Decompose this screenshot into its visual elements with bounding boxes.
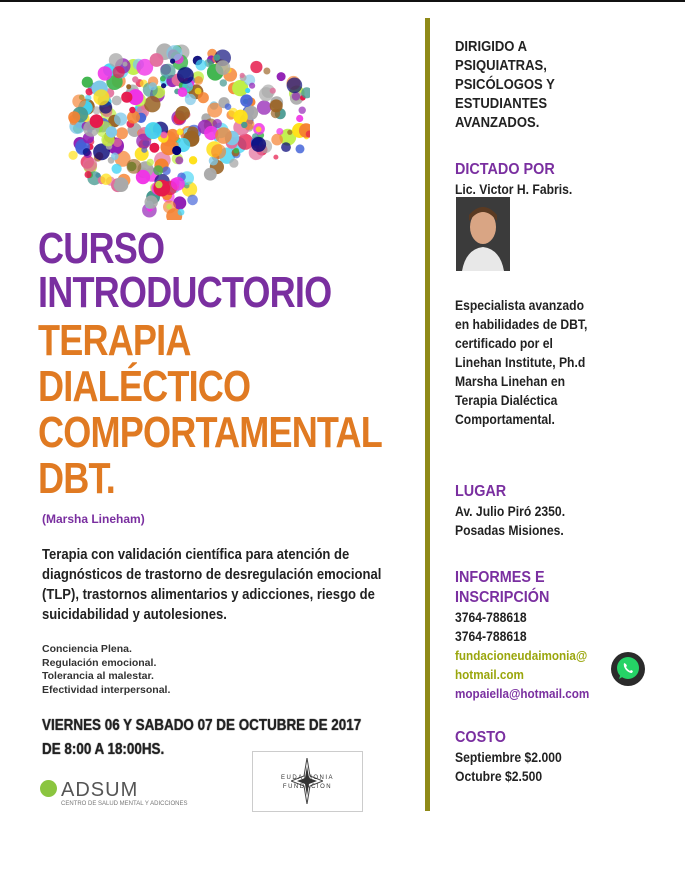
mosaic-dot (172, 146, 181, 155)
mosaic-dot (132, 76, 138, 82)
costo-heading: COSTO (455, 729, 506, 746)
adsum-dot-icon (40, 780, 57, 797)
head-mosaic-illustration (50, 38, 310, 220)
mosaic-dot (68, 111, 80, 123)
mosaic-dot (216, 60, 231, 75)
mosaic-dot (175, 156, 183, 164)
mosaic-dot (155, 181, 162, 188)
mosaic-dot (161, 83, 166, 88)
informes-heading-1: INFORMES E (455, 569, 545, 586)
mosaic-dot (251, 137, 266, 152)
mosaic-dot (245, 88, 250, 93)
mosaic-dot (83, 148, 91, 156)
mosaic-dot (292, 92, 300, 100)
lugar-heading: LUGAR (455, 483, 507, 500)
mosaic-dot (82, 77, 93, 88)
eudaimonia-logo (252, 751, 363, 812)
mosaic-dot (270, 88, 276, 94)
mosaic-dot (240, 73, 245, 78)
costo-block (455, 728, 655, 786)
mosaic-dot (123, 62, 128, 67)
mosaic-dot (114, 177, 129, 192)
mosaic-dot (187, 195, 198, 206)
mosaic-dot (166, 45, 182, 61)
course-description: Terapia con validación científica para atención de diagnósticos de trastorno de desregulación emocional (TLP), trastornos alimentarios y adicciones, riesgo de suicidabilidad y autolesiones. (42, 547, 382, 623)
whatsapp-icon (611, 652, 645, 686)
mosaic-dot (106, 126, 117, 137)
mosaic-dot (185, 94, 196, 105)
mosaic-dot (85, 171, 92, 178)
informes-heading-2: INSCRIPCIÓN (455, 589, 550, 606)
skill-item: Efectividad interpersonal. (42, 683, 171, 696)
mosaic-dot (296, 144, 305, 153)
mosaic-dot (257, 100, 271, 114)
mosaic-dot (171, 177, 185, 191)
mosaic-dot (150, 53, 164, 67)
mosaic-dot (121, 92, 132, 103)
title-line-dbt: DBT. (38, 454, 115, 503)
mosaic-dot (273, 155, 278, 160)
mosaic-dot (241, 122, 247, 128)
mosaic-dot (112, 96, 122, 106)
mosaic-dot (162, 166, 171, 175)
mosaic-dot (270, 99, 283, 112)
mosaic-dot (250, 61, 262, 73)
adsum-subtitle: CENTRO DE SALUD MENTAL Y ADICCIONES (61, 801, 188, 807)
audience-text: DIRIGIDO A PSIQUIATRAS, PSICÓLOGOS Y ESTUDIANTES AVANZADOS. (455, 39, 555, 131)
mosaic-dot (214, 54, 221, 61)
mosaic-dot (166, 204, 172, 210)
skill-item: Conciencia Plena. (42, 643, 132, 655)
phone-2: 3764-788618 (455, 629, 527, 644)
mosaic-dot (144, 96, 160, 112)
skill-item: Regulación emocional. (42, 656, 157, 669)
mosaic-dot (204, 168, 217, 181)
mosaic-dot (69, 151, 78, 160)
lugar-block (455, 482, 655, 540)
mosaic-dot (287, 130, 292, 135)
title-line-dialectico: DIALÉCTICO (38, 362, 251, 411)
dictado-block (455, 160, 655, 199)
mosaic-dot (281, 142, 291, 152)
mosaic-dot (277, 72, 286, 81)
mosaic-dot (233, 148, 239, 154)
email-1-line-1[interactable]: fundacioneudaimonia@ (455, 648, 588, 663)
skills-list (42, 643, 170, 697)
mosaic-dot (83, 158, 97, 172)
mosaic-dot (225, 103, 232, 110)
mosaic-dot (256, 126, 262, 132)
price-september: Septiembre $2.000 (455, 750, 562, 765)
mosaic-dot (187, 127, 198, 138)
mosaic-dot (177, 129, 184, 136)
eudaimonia-name: EUDAIMONIA (280, 775, 334, 781)
mosaic-dot (153, 180, 170, 197)
mosaic-dot (109, 53, 123, 67)
dictado-heading: DICTADO POR (455, 161, 555, 178)
mosaic-dot (178, 209, 185, 216)
mosaic-dot (175, 106, 190, 121)
mosaic-dot (195, 88, 202, 95)
mosaic-dot (194, 76, 203, 85)
mosaic-dot (237, 134, 253, 150)
mosaic-dot (100, 174, 111, 185)
mosaic-dot (240, 94, 253, 107)
mosaic-dot (161, 131, 168, 138)
mosaic-dot (178, 87, 188, 97)
dates-line-1: VIERNES 06 Y SABADO 07 DE OCTUBRE DE 2017 (42, 717, 362, 734)
author-reference: (Marsha Lineham) (42, 512, 145, 526)
mosaic-dot (114, 113, 127, 126)
address-line-2: Posadas Misiones. (455, 523, 564, 538)
adsum-name: ADSUM (61, 779, 139, 801)
audience-block (455, 38, 605, 133)
speaker-bio: Especialista avanzado en habilidades de DBT, certificado por el Linehan Institute, Ph.d Marsha Linehan en Terapia Dialéctica Comportamental. (455, 298, 588, 427)
mosaic-dot (287, 78, 303, 94)
column-divider (425, 18, 430, 811)
mosaic-dot (170, 59, 175, 64)
mosaic-dot (145, 122, 162, 139)
mosaic-dot (229, 159, 238, 168)
title-line-introductorio: INTRODUCTORIO (38, 268, 332, 317)
mosaic-dot (113, 66, 125, 78)
mosaic-dot (160, 64, 175, 79)
mosaic-dot (271, 134, 283, 146)
speaker-name: Lic. Victor H. Fabris. (455, 182, 573, 197)
eudaimonia-sub: FUNDACION (282, 784, 333, 790)
mosaic-dot (85, 95, 91, 101)
mosaic-dot (299, 107, 306, 114)
mosaic-dot (126, 84, 131, 89)
email-1-line-2[interactable]: hotmail.com (455, 667, 524, 682)
dates-line-2: DE 8:00 A 18:00HS. (42, 741, 165, 758)
price-october: Octubre $2.500 (455, 769, 543, 784)
mosaic-dot (177, 67, 194, 84)
mosaic-dot (90, 114, 104, 128)
mosaic-dot (72, 95, 86, 109)
mosaic-dot (215, 127, 232, 144)
mosaic-dot (93, 89, 109, 105)
mosaic-dot (98, 66, 112, 80)
speaker-photo (456, 197, 510, 271)
mosaic-dot (149, 82, 157, 90)
skill-item: Tolerancia al malestar. (42, 670, 154, 682)
mosaic-dot (127, 159, 142, 174)
title-line-curso: CURSO (38, 224, 165, 273)
top-border (0, 0, 685, 2)
bio-block (455, 296, 615, 429)
address-line-1: Av. Julio Piró 2350. (455, 504, 566, 519)
mosaic-dot (211, 144, 226, 159)
mosaic-dot (129, 107, 135, 113)
mosaic-dot (220, 79, 227, 86)
phone-1: 3764-788618 (455, 610, 527, 625)
mosaic-dot (111, 153, 119, 161)
mosaic-dot (145, 195, 158, 208)
email-2[interactable]: mopaiella@hotmail.com (455, 686, 590, 701)
mosaic-dot (189, 156, 197, 164)
title-line-terapia: TERAPIA (38, 316, 191, 365)
mosaic-dot (263, 68, 270, 75)
star-emblem-icon (291, 758, 323, 804)
mosaic-dot (296, 115, 303, 122)
title-line-comportamental: COMPORTAMENTAL (38, 408, 382, 457)
mosaic-dot (112, 164, 122, 174)
mosaic-dot (153, 165, 163, 175)
mosaic-dot (116, 127, 128, 139)
mosaic-dot (249, 83, 255, 89)
mosaic-dot (196, 60, 207, 71)
mosaic-dot (149, 143, 159, 153)
mosaic-dot (147, 159, 154, 166)
